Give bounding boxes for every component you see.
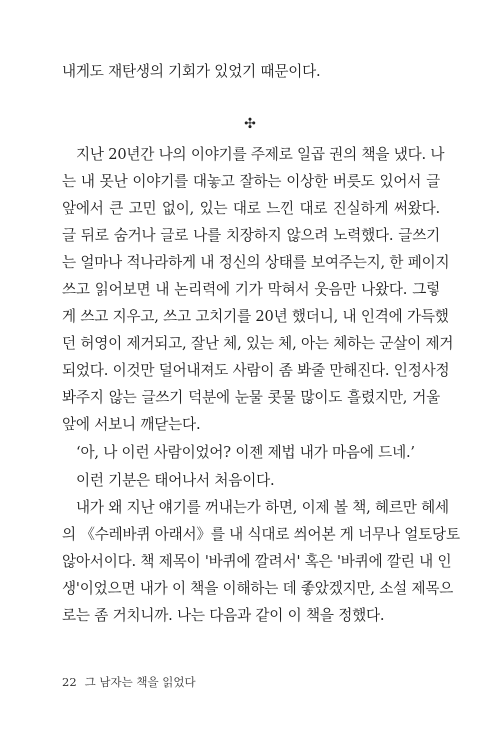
paragraph-line: 는 얼마나 적나라하게 내 정신의 상태를 보여주는지, 한 페이지	[62, 254, 450, 271]
running-title: 그 남자는 책을 읽었다	[84, 675, 196, 689]
paragraph-line: 앞에 서보니 깨닫는다.	[62, 416, 201, 433]
paragraph-line: 생'이었으면 내가 이 책을 이해하는 데 좋았겠지만, 소설 제목으	[62, 580, 454, 597]
paragraph-line: 지난 20년간 나의 이야기를 주제로 일곱 권의 책을 냈다. 나	[76, 146, 445, 163]
paragraph-line: 던 허영이 제거되고, 잘난 체, 있는 체, 아는 체하는 군살이 제거	[62, 335, 454, 352]
paragraph-line: 되었다. 이것만 덜어내져도 사람이 좀 봐줄 만해진다. 인정사정	[62, 362, 450, 379]
paragraph-line: 게 쓰고 지우고, 쓰고 고치기를 20년 했더니, 내 인격에 가득했	[62, 308, 449, 325]
paragraph-line: 로는 좀 거치니까. 나는 다음과 같이 이 책을 정했다.	[62, 607, 385, 624]
section-separator-icon: ✣	[244, 116, 256, 132]
page-footer	[62, 674, 196, 690]
page-number: 22	[62, 675, 77, 689]
paragraph-line: 봐주지 않는 글쓰기 덕분에 눈물 콧물 많이도 흘렸지만, 거울	[62, 389, 440, 406]
paragraph-line: 내가 왜 지난 얘기를 꺼내는가 하면, 이제 볼 책, 헤르만 헤세	[76, 499, 449, 516]
paragraph-line: 글 뒤로 숨거나 글로 나를 치장하지 않으려 노력했다. 글쓰기	[62, 227, 440, 244]
top-paragraph-line: 내게도 재탄생의 기회가 있었기 때문이다.	[62, 63, 321, 80]
paragraph-line: 쓰고 읽어보면 내 논리력에 기가 막혀서 웃음만 나왔다. 그렇	[62, 281, 440, 298]
paragraph-line: 는 내 못난 이야기를 대놓고 잘하는 이상한 버릇도 있어서 글	[62, 173, 440, 190]
paragraph-line: ‘아, 나 이런 사람이었어? 이젠 제법 내가 마음에 드네.’	[76, 444, 415, 461]
paragraph-line: 의 《수레바퀴 아래서》를 내 식대로 씌어본 게 너무나 얼토당토	[62, 526, 460, 543]
paragraph-line: 이런 기분은 태어나서 처음이다.	[76, 472, 275, 489]
paragraph-line: 앞에서 큰 고민 없이, 있는 대로 느낀 대로 진실하게 써왔다.	[62, 200, 440, 217]
paragraph-line: 않아서이다. 책 제목이 '바퀴에 깔려서' 혹은 '바퀴에 깔린 내 인	[62, 553, 452, 570]
